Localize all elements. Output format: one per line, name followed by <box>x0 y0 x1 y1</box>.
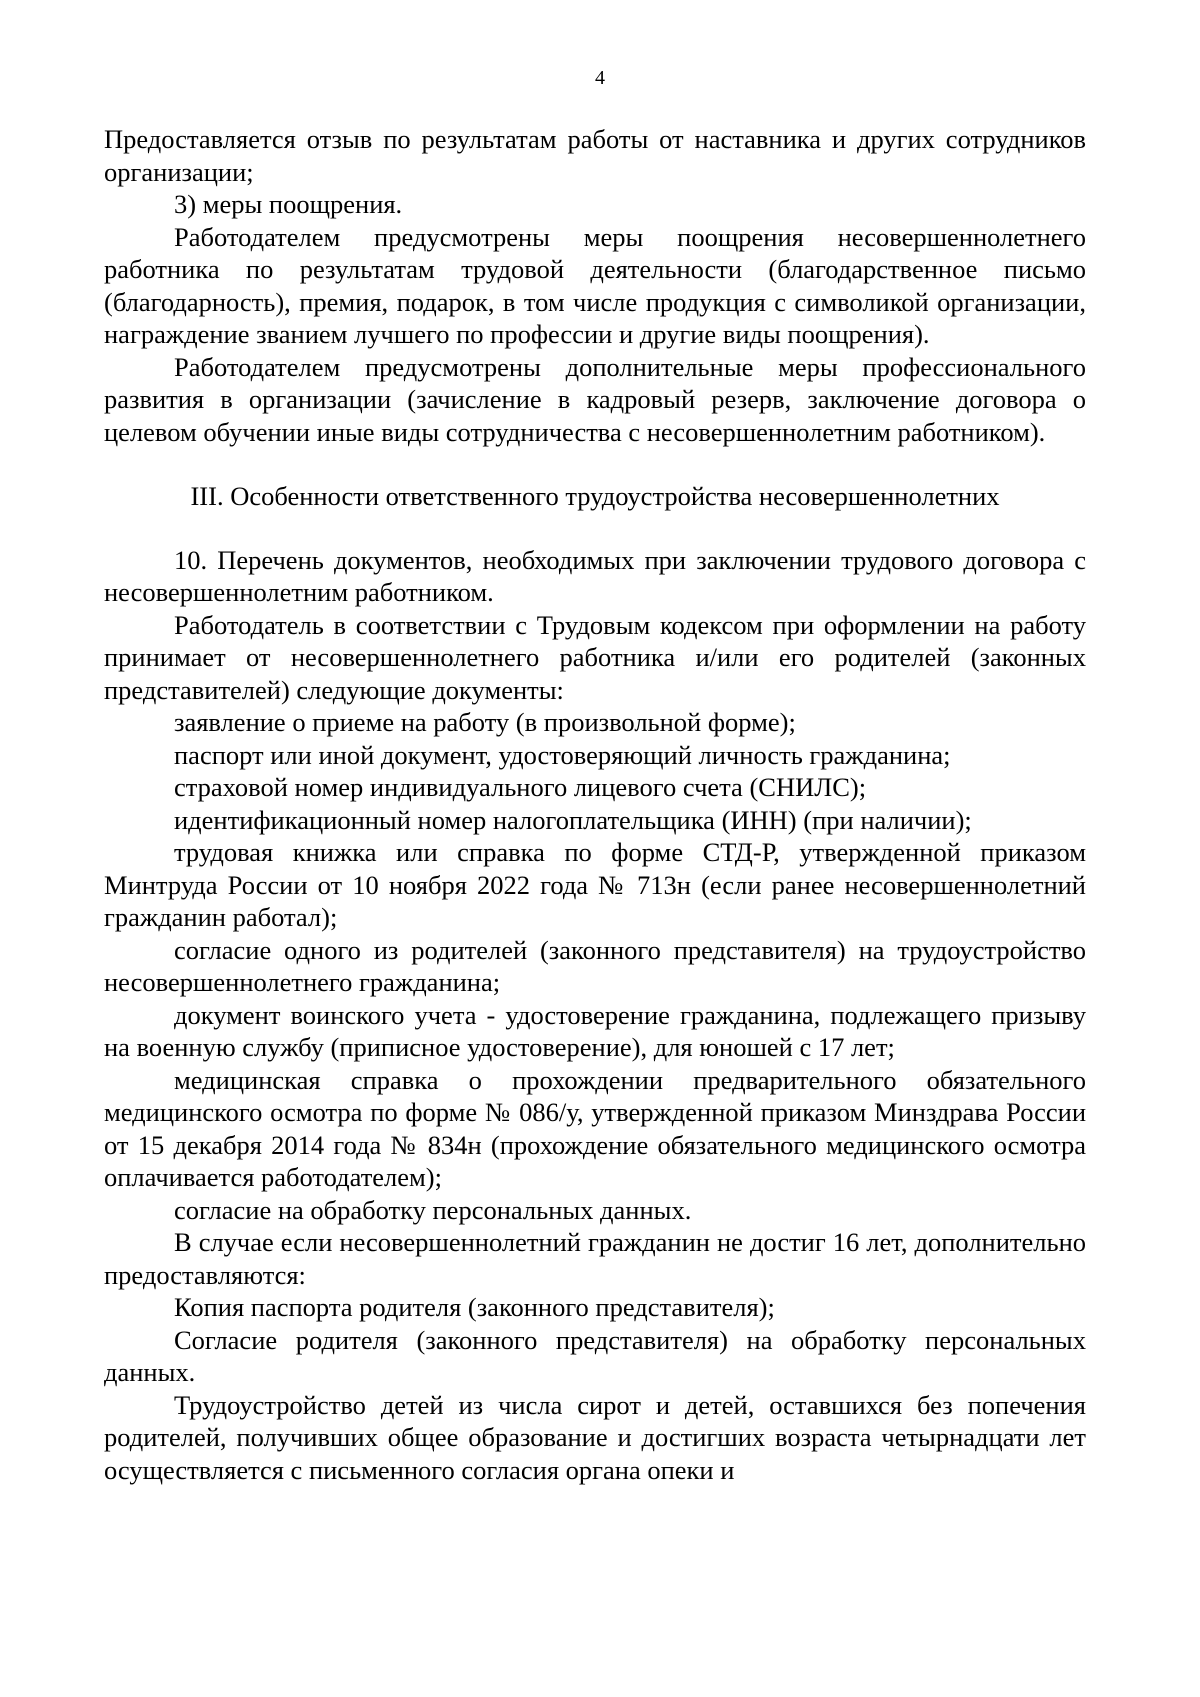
paragraph-employer-accepts: Работодатель в соответствии с Трудовым кодексом при оформлении на работу принимает от несовершеннолетнего работника и/или его родителей (законных представителей) следующие документы: <box>104 609 1086 705</box>
list-item-parent-consent: согласие одного из родителей (законного представителя) на трудоустройство несовершеннолетнего гражданина; <box>104 934 1086 997</box>
list-item-personal-data-consent: согласие на обработку персональных данных. <box>174 1194 692 1225</box>
paragraph-professional-development: Работодателем предусмотрены дополнительные меры профессионального развития в организации (зачисление в кадровый резерв, заключение договора о целевом обучении иные виды сотрудничества с несовершеннолетним работником). <box>104 351 1086 447</box>
page-number: 4 <box>595 67 605 89</box>
paragraph-documents-list-title: 10. Перечень документов, необходимых при заключении трудового договора с несовершеннолетним работником. <box>104 544 1086 607</box>
paragraph-review: Предоставляется отзыв по результатам работы от наставника и других сотрудников организации; <box>104 124 1086 187</box>
paragraph-incentive-measures: Работодателем предусмотрены меры поощрения несовершеннолетнего работника по результатам трудовой деятельности (благодарственное письмо (благодарность), премия, подарок, в том числе продукция с символикой организации, награждение званием лучшего по профессии и другие виды поощрения). <box>104 221 1086 349</box>
paragraph-orphans-employment: Трудоустройство детей из числа сирот и детей, оставшихся без попечения родителей, получивших общее образование и достигших возраста четырнадцати лет осуществляется с письменного согласия органа опеки и <box>104 1389 1086 1485</box>
list-item-parent-data-consent: Согласие родителя (законного представителя) на обработку персональных данных. <box>104 1324 1086 1387</box>
list-item-application: заявление о приеме на работу (в произвольной форме); <box>174 707 796 737</box>
paragraph-under-16: В случае если несовершеннолетний гражданин не достиг 16 лет, дополнительно предоставляются: <box>104 1227 1086 1290</box>
paragraph-incentives-item: 3) меры поощрения. <box>174 189 403 219</box>
list-item-military-registration: документ воинского учета - удостоверение гражданина, подлежащего призыву на военную службу (приписное удостоверение), для юношей с 17 лет; <box>104 999 1086 1062</box>
list-item-passport: паспорт или иной документ, удостоверяющий личность гражданина; <box>174 739 951 770</box>
section-heading: III. Особенности ответственного трудоустройства несовершеннолетних <box>190 481 1000 511</box>
list-item-parent-passport-copy: Копия паспорта родителя (законного представителя); <box>174 1292 775 1322</box>
list-item-inn: идентификационный номер налогоплательщика (ИНН) (при наличии); <box>174 804 972 835</box>
document-body <box>104 123 1086 1486</box>
list-item-snils: страховой номер индивидуального лицевого счета (СНИЛС); <box>174 772 867 802</box>
list-item-work-book: трудовая книжка или справка по форме СТД-Р, утвержденной приказом Минтруда России от 10 ноября 2022 года № 713н (если ранее несовершеннолетний гражданин работал); <box>104 837 1086 932</box>
list-item-medical-certificate: медицинская справка о прохождении предварительного обязательного медицинского осмотра по форме № 086/у, утвержденной приказом Минздрава России от 15 декабря 2014 года № 834н (прохождение обязательного медицинского осмотра оплачивается работодателем); <box>104 1064 1086 1192</box>
